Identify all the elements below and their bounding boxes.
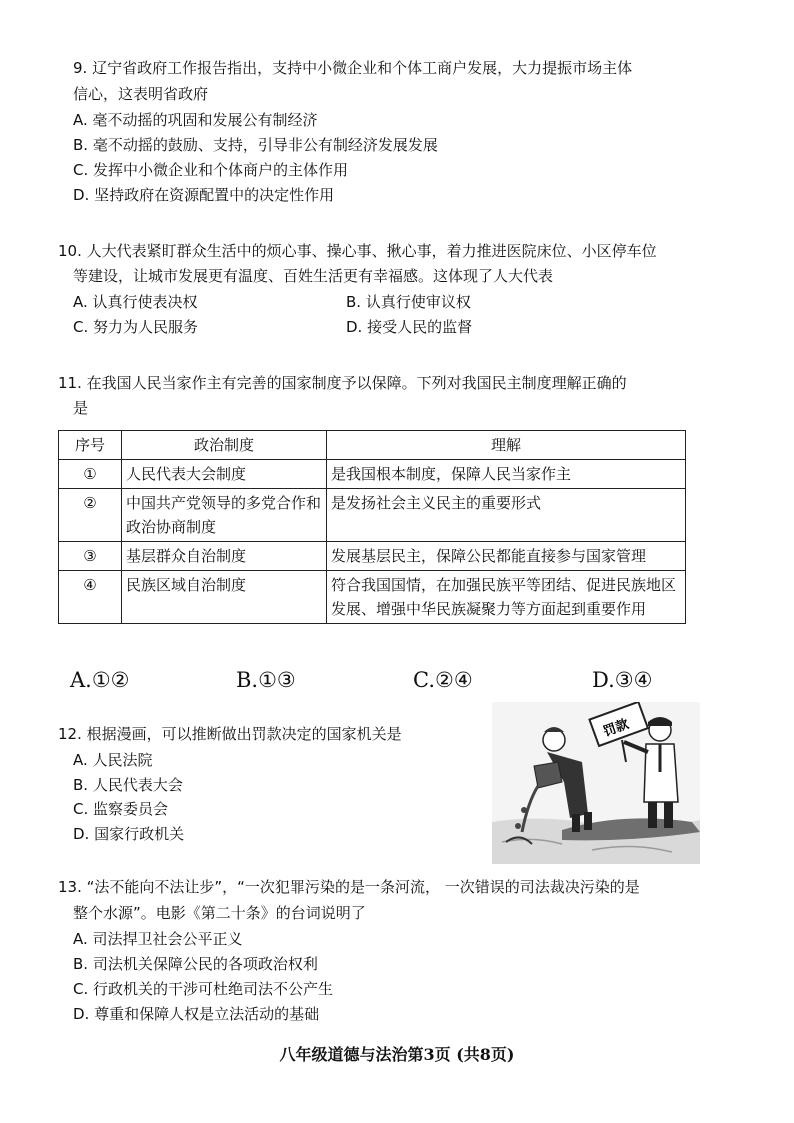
row-system: 民族区域自治制度 [122, 571, 327, 624]
q11-stem-line2: 是 [73, 399, 89, 417]
q11-choice-b: B.①③ [236, 668, 296, 692]
row-understanding: 符合我国国情，在加强民族平等团结、促进民族地区发展、增强中华民族凝聚力等方面起到重要作用 [327, 571, 686, 624]
row-number: ② [59, 489, 122, 542]
q10-option-d: D. 接受人民的监督 [346, 318, 473, 336]
q13-stem-line2: 整个水源”。电影《第二十条》的台词说明了 [73, 904, 366, 922]
q12-option-b: B. 人民代表大会 [73, 776, 183, 794]
q9-option-d: D. 坚持政府在资源配置中的决定性作用 [73, 186, 335, 204]
fine-cartoon-image [492, 702, 700, 864]
q12-option-d: D. 国家行政机关 [73, 825, 185, 843]
q11-choice-a: A.①② [70, 668, 130, 692]
row-understanding: 是发扬社会主义民主的重要形式 [327, 489, 686, 542]
q9-option-c: C. 发挥中小微企业和个体商户的主体作用 [73, 161, 349, 179]
q13-option-a: A. 司法捍卫社会公平正义 [73, 930, 243, 948]
q11-choice-c: C.②④ [413, 668, 473, 692]
table-row [59, 460, 686, 489]
row-system: 基层群众自治制度 [122, 542, 327, 571]
q12-stem: 12. 根据漫画，可以推断做出罚款决定的国家机关是 [58, 725, 402, 743]
q11-stem-line1: 11. 在我国人民当家作主有完善的国家制度予以保障。下列对我国民主制度理解正确的 [58, 374, 627, 392]
table-header-no: 序号 [59, 431, 122, 460]
cartoon-sign-text: 罚款 [601, 716, 631, 740]
table-header-understanding: 理解 [327, 431, 686, 460]
q10-stem-line1: 10. 人大代表紧盯群众生活中的烦心事、操心事、揪心事，着力推进医院床位、小区停车位 [58, 242, 657, 260]
q12-option-c: C. 监察委员会 [73, 800, 169, 818]
row-understanding: 发展基层民主，保障公民都能直接参与国家管理 [327, 542, 686, 571]
q9-option-a: A. 毫不动摇的巩固和发展公有制经济 [73, 111, 318, 129]
table-header-system: 政治制度 [122, 431, 327, 460]
table-row [59, 542, 686, 571]
row-number: ① [59, 460, 122, 489]
table-row [59, 571, 686, 624]
q13-option-b: B. 司法机关保障公民的各项政治权利 [73, 955, 318, 973]
page-footer: 八年级道德与法治第3页 (共8页) [279, 1045, 515, 1064]
table-header-row [59, 431, 686, 460]
row-number: ④ [59, 571, 122, 624]
row-understanding: 是我国根本制度，保障人民当家作主 [327, 460, 686, 489]
q10-option-b: B. 认真行使审议权 [346, 293, 471, 311]
row-system: 人民代表大会制度 [122, 460, 327, 489]
q13-stem-line1: 13. “法不能向不法让步”，“一次犯罪污染的是一条河流， 一次错误的司法裁决污染的是 [58, 878, 640, 896]
q9-option-b: B. 毫不动摇的鼓励、支持，引导非公有制经济发展发展 [73, 136, 438, 154]
q11-choice-d: D.③④ [592, 668, 653, 692]
q9-stem-line1: 9. 辽宁省政府工作报告指出，支持中小微企业和个体工商户发展，大力提振市场主体 [73, 59, 633, 77]
q9-stem-line2: 信心，这表明省政府 [73, 85, 209, 103]
table-row [59, 489, 686, 542]
q13-option-c: C. 行政机关的干涉可杜绝司法不公产生 [73, 980, 334, 998]
q13-option-d: D. 尊重和保障人权是立法活动的基础 [73, 1005, 320, 1023]
row-number: ③ [59, 542, 122, 571]
row-system: 中国共产党领导的多党合作和政治协商制度 [122, 489, 327, 542]
q10-option-c: C. 努力为人民服务 [73, 318, 199, 336]
q11-table [58, 430, 686, 624]
q10-option-a: A. 认真行使表决权 [73, 293, 198, 311]
q12-option-a: A. 人民法院 [73, 751, 153, 769]
q10-stem-line2: 等建设，让城市发展更有温度、百姓生活更有幸福感。这体现了人大代表 [73, 267, 554, 285]
